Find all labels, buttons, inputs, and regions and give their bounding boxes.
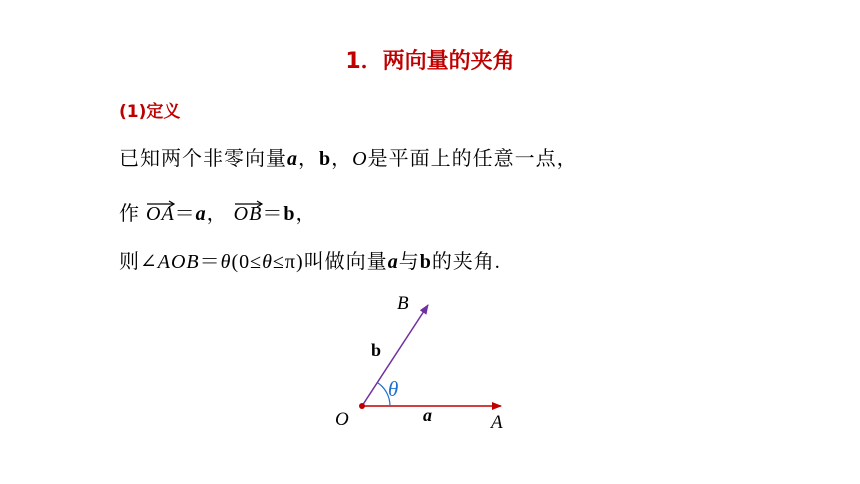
equals-sign: ＝ [174, 203, 196, 225]
equals-sign: ＝ [262, 203, 284, 225]
vector-a-symbol: a [387, 251, 399, 273]
label-o: O [335, 409, 349, 430]
range-close: ≤π) [272, 251, 304, 273]
definition-line-3 [119, 245, 501, 274]
page-title: 1．两向量的夹角 [345, 49, 515, 74]
angle-aob-symbol: AOB [157, 251, 200, 273]
definition-line-2 [119, 197, 316, 226]
theta-symbol: θ [220, 251, 232, 273]
label-vector-b: b [371, 340, 382, 360]
point-o-symbol: O [352, 148, 368, 170]
vector-arrow-icon [234, 200, 264, 208]
separator: ， [206, 203, 234, 225]
text: 与 [398, 251, 420, 273]
vector-a-symbol: a [287, 148, 298, 170]
label-theta: θ [388, 377, 399, 401]
separator: ， [298, 148, 319, 170]
label-a: A [491, 412, 503, 433]
vector-ob: OB [234, 203, 263, 226]
text: 则∠ [119, 251, 158, 273]
separator: ， [331, 148, 353, 170]
vector-arrow-icon [146, 200, 176, 208]
text: 已知两个非零向量 [119, 148, 287, 170]
text: 的夹角. [431, 251, 501, 273]
text: 叫做向量 [303, 251, 388, 273]
vector-b-symbol: b [419, 251, 432, 273]
section-heading: (1)定义 [119, 102, 181, 122]
separator: ， [295, 203, 317, 225]
definition-line-1 [119, 142, 578, 171]
origin-dot [359, 403, 365, 409]
vector-angle-diagram [320, 285, 540, 445]
vector-a-symbol: a [195, 203, 207, 225]
text: 作 [119, 203, 140, 225]
theta-symbol: θ [262, 251, 273, 273]
label-b: B [397, 293, 409, 314]
range-open: (0≤ [231, 251, 263, 273]
label-vector-a: a [423, 405, 432, 425]
text: 是平面上的任意一点， [367, 148, 578, 170]
vector-oa: OA [146, 203, 175, 226]
vector-b-symbol: b [319, 148, 332, 170]
equals-sign: ＝ [199, 251, 221, 273]
vector-b-symbol: b [283, 203, 296, 225]
